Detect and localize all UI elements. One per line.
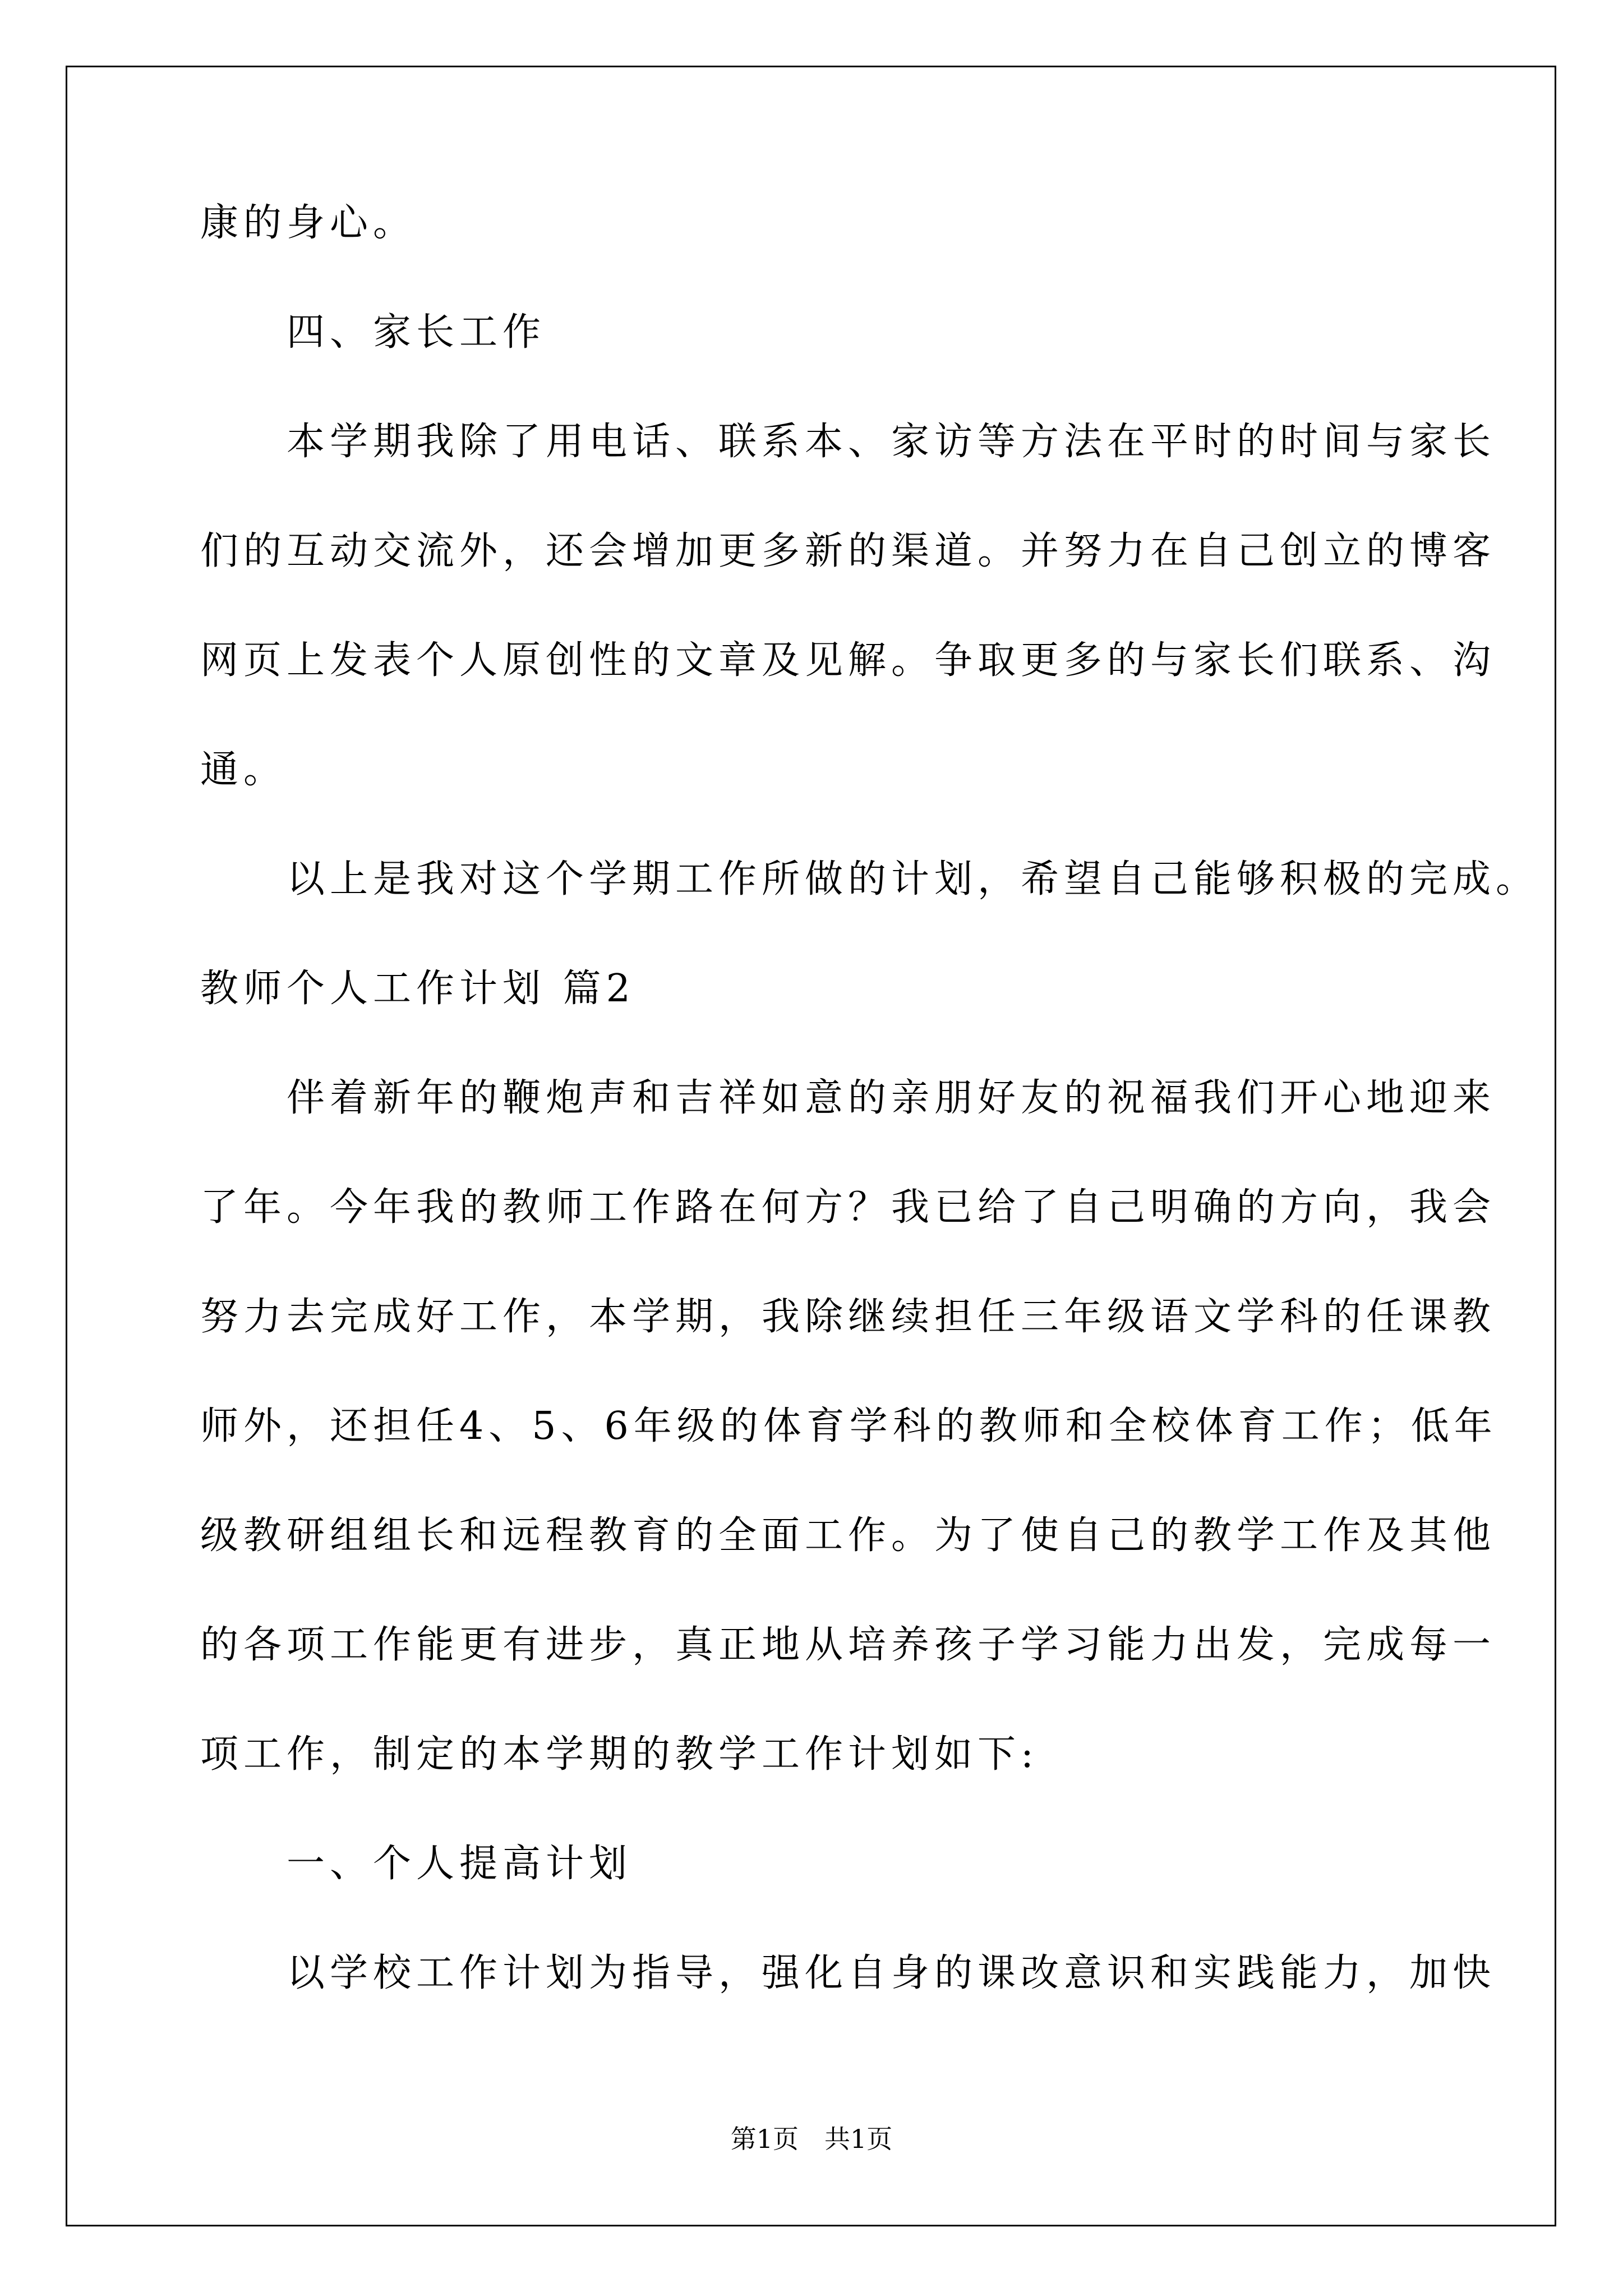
text-line: 以上是我对这个学期工作所做的计划，希望自己能够积极的完成。 xyxy=(200,857,1539,901)
text-line: 努力去完成好工作，本学期，我除继续担任三年级语文学科的任课教 xyxy=(200,1295,1496,1339)
text-line: 通。 xyxy=(200,748,287,792)
text-line: 师外，还担任4、5、6年级的体育学科的教师和全校体育工作；低年 xyxy=(200,1404,1497,1448)
text-line: 网页上发表个人原创性的文章及见解。争取更多的与家长们联系、沟 xyxy=(200,638,1496,683)
section-heading: 一、个人提高计划 xyxy=(200,1842,633,1886)
section-heading: 四、家长工作 xyxy=(200,310,546,355)
page-footer: 第1页 共1页 xyxy=(730,2124,893,2154)
text-line: 了年。今年我的教师工作路在何方？我已给了自己明确的方向，我会 xyxy=(200,1185,1496,1230)
text-line: 级教研组组长和远程教育的全面工作。为了使自己的教学工作及其他 xyxy=(200,1513,1496,1558)
text-line: 康的身心。 xyxy=(200,201,417,245)
text-line: 本学期我除了用电话、联系本、家访等方法在平时的时间与家长 xyxy=(200,420,1496,464)
text-line: 伴着新年的鞭炮声和吉祥如意的亲朋好友的祝福我们开心地迎来 xyxy=(200,1076,1496,1120)
text-line: 的各项工作能更有进步，真正地从培养孩子学习能力出发，完成每一 xyxy=(200,1623,1496,1667)
page-border xyxy=(66,66,1556,2226)
document-title: 教师个人工作计划 篇2 xyxy=(200,967,635,1011)
text-line: 们的互动交流外，还会增加更多新的渠道。并努力在自己创立的博客 xyxy=(200,529,1496,573)
text-line: 以学校工作计划为指导，强化自身的课改意识和实践能力，加快 xyxy=(200,1951,1496,1995)
text-line: 项工作，制定的本学期的教学工作计划如下: xyxy=(200,1732,1039,1777)
